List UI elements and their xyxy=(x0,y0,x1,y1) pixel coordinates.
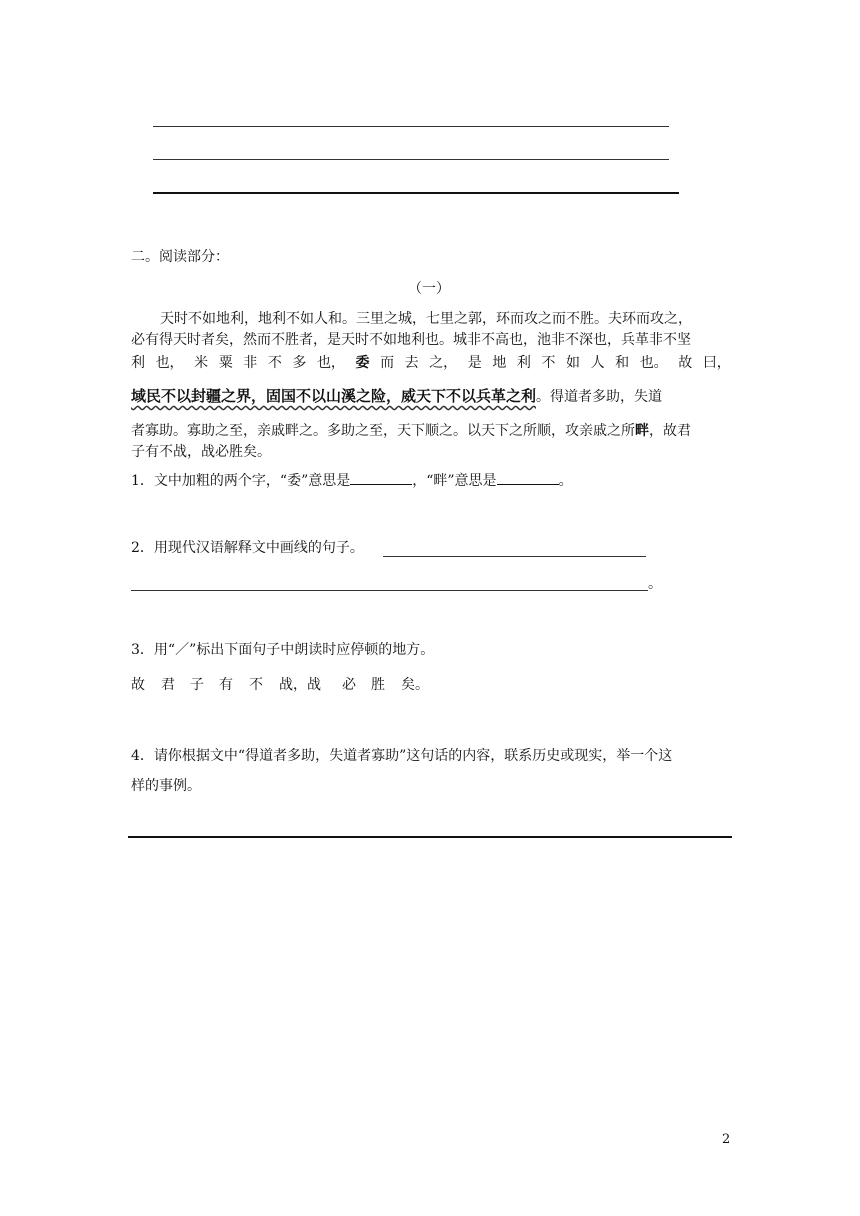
passage-char: 是 xyxy=(467,355,482,371)
passage-char: 去 xyxy=(404,355,419,371)
passage-line-6: 子有不战，战必胜矣。 xyxy=(131,444,271,460)
underlined-sentence: 域民不以封疆之界，固国不以山溪之险，威天下不以兵革之利 xyxy=(131,387,537,405)
passage-char: 之， xyxy=(429,355,458,371)
q3-char: 必 xyxy=(342,677,356,693)
passage-char: 不 xyxy=(267,355,282,371)
section-heading: 二。阅读部分： xyxy=(131,249,229,265)
answer-line-2[interactable] xyxy=(153,159,669,160)
answer-line-1[interactable] xyxy=(153,126,669,127)
passage-char: 利 xyxy=(516,355,531,371)
answer-line-3[interactable] xyxy=(153,192,679,194)
passage-char: 不 xyxy=(541,355,556,371)
question-4-line-1: 4．请你根据文中“得道者多助，失道者寡助”这句话的内容，联系历史或现实，举一个这 xyxy=(131,748,673,764)
bold-char-wei: 委 xyxy=(355,355,370,371)
passage-char: 人 xyxy=(590,355,605,371)
q3-char: 君 xyxy=(161,677,175,693)
q3-char: 胜 xyxy=(371,677,385,693)
q2-answer-line-1[interactable] xyxy=(383,556,646,557)
q3-char: 不 xyxy=(249,677,263,693)
question-2: 2．用现代汉语解释文中画线的句子。 xyxy=(131,540,364,556)
q4-answer-line[interactable] xyxy=(128,836,732,838)
passage-char: 多 xyxy=(292,355,307,371)
q1-blank-pan[interactable] xyxy=(497,470,559,485)
question-1: 1．文中加粗的两个字，“委”意思是 ，“畔”意思是 。 xyxy=(131,470,573,491)
passage-char: 利 xyxy=(131,355,145,371)
question-4-line-2: 样的事例。 xyxy=(131,778,201,794)
passage-line-4: 域民不以封疆之界，固国不以山溪之险，威天下不以兵革之利。得道者多助，失道 xyxy=(131,387,663,405)
passage-line-1: 天时不如地利，地利不如人和。三里之城，七里之郭，环而攻之而不胜。夫环而攻之， xyxy=(160,311,692,327)
passage-char: 米 xyxy=(194,355,209,371)
q2-end-mark: 。 xyxy=(648,576,662,592)
passage-char: 而 xyxy=(380,355,395,371)
page-number: 2 xyxy=(722,1132,731,1147)
passage-char: 粟 xyxy=(218,355,233,371)
passage-char: 曰， xyxy=(702,355,731,371)
passage-number: （一） xyxy=(408,281,450,297)
q3-char: 战，战 xyxy=(279,677,321,693)
passage-line-2: 必有得天时者矣，然而不胜者，是天时不如地利也。城非不高也，池非不深也，兵革非不坚 xyxy=(131,332,691,348)
passage-char: 也， xyxy=(155,355,184,371)
q3-char: 有 xyxy=(219,677,233,693)
passage-char: 和 xyxy=(615,355,630,371)
passage-line-5: 者寡助。寡助之至，亲戚畔之。多助之至，天下顺之。以天下之所顺，攻亲戚之所畔，故君 xyxy=(131,423,691,439)
q1-blank-wei[interactable] xyxy=(350,470,412,485)
passage-char: 故 xyxy=(678,355,693,371)
passage-char: 非 xyxy=(243,355,258,371)
passage-line-3 xyxy=(131,352,731,372)
passage-char: 如 xyxy=(566,355,580,371)
q3-char: 子 xyxy=(190,677,204,693)
q3-char: 故 xyxy=(131,677,145,693)
passage-char: 也， xyxy=(316,355,345,371)
q3-char: 矣。 xyxy=(401,677,429,693)
passage-char: 也。 xyxy=(639,355,668,371)
q2-answer-line-2[interactable] xyxy=(131,590,648,591)
question-3: 3．用“／”标出下面句子中朗读时应停顿的地方。 xyxy=(131,642,435,658)
passage-char: 地 xyxy=(492,355,507,371)
bold-char-pan: 畔 xyxy=(635,423,649,439)
